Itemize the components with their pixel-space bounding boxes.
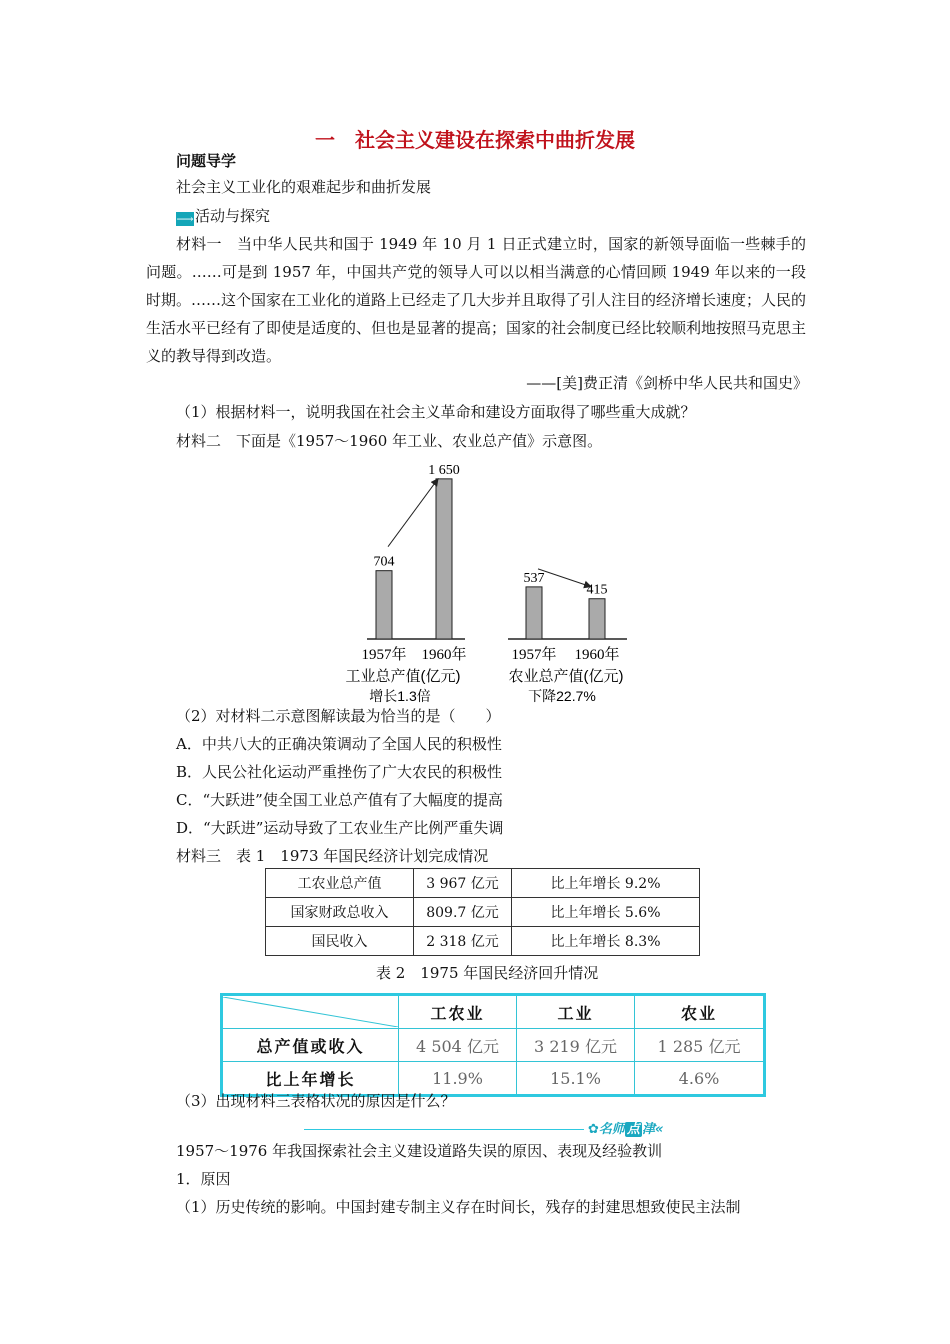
page-title: 一 社会主义建设在探索中曲折发展	[315, 128, 635, 152]
question-2: （2）对材料二示意图解读最为恰当的是（ ）	[176, 707, 501, 725]
material1-source: ——[美]费正清《剑桥中华人民共和国史》	[526, 374, 808, 392]
axis-label: 工业总产值(亿元)	[345, 668, 461, 685]
table-row	[222, 995, 765, 1029]
table-cell: 工农业总产值	[266, 869, 414, 898]
option-c: C．“大跃进”使全国工业总产值有了大幅度的提高	[176, 791, 503, 809]
table-cell: 4.6%	[635, 1062, 765, 1096]
table-row	[266, 898, 700, 927]
table-cell: 3 967 亿元	[414, 869, 512, 898]
table-1975	[220, 993, 766, 1097]
mingshi-hl: 点	[626, 1122, 640, 1137]
table-header: 工业	[517, 995, 635, 1029]
table-header: 工农业	[399, 995, 517, 1029]
table-header: 农业	[635, 995, 765, 1029]
chart-note: 下降22.7%	[528, 688, 596, 704]
bar	[436, 479, 452, 639]
data-label: 704	[373, 554, 395, 570]
arrow-icon: ⟶	[176, 212, 194, 226]
diagonal-line	[223, 997, 398, 1027]
option-a: A．中共八大的正确决策调动了全国人民的积极性	[176, 735, 502, 753]
table-row-header: 比上年增长	[222, 1062, 399, 1096]
table-row	[266, 927, 700, 956]
table-cell: 比上年增长 5.6%	[512, 898, 700, 927]
table-row	[266, 869, 700, 898]
section-heading: 问题导学	[176, 152, 237, 170]
table2-caption: 表 2 1975 年国民经济回升情况	[376, 964, 599, 982]
bar	[376, 571, 392, 639]
activity-label: 活动与探究	[195, 207, 271, 225]
material1-text: 材料一 当中华人民共和国于 1949 年 10 月 1 日正式建立时，国家的新领导面临一些棘手的问题。……可是到 1957 年，中国共产党的领导人可以以相当满意的心情回顾 1949 年以来的一段时期。……这个国家在工业化的道路上已经走了几大步并且取得了引人注目的经济增长速度；人民的生活水平已经有了即使是适度的、但也是显著的提高；国家的社会制度已经比较顺利地按照马克思主义的教导得到改造。	[146, 235, 807, 365]
table-row	[222, 1029, 765, 1062]
question-1: （1）根据材料一，说明我国在社会主义革命和建设方面取得了哪些重大成就？	[176, 403, 696, 421]
material3-caption: 材料三 表 1 1973 年国民经济计划完成情况	[176, 847, 489, 865]
tick-label: 1957年	[511, 647, 557, 663]
table-cell: 4 504 亿元	[399, 1029, 517, 1062]
bar	[526, 587, 542, 639]
table-cell: 国家财政总收入	[266, 898, 414, 927]
activity-heading	[176, 205, 270, 226]
table-cell: 比上年增长 8.3%	[512, 927, 700, 956]
data-label: 1 650	[428, 462, 460, 478]
table-row-header: 总产值或收入	[222, 1029, 399, 1062]
subtopic: 社会主义工业化的艰难起步和曲折发展	[176, 178, 432, 196]
tick-label: 1960年	[574, 647, 620, 663]
tick-label: 1957年	[361, 647, 407, 663]
tick-label: 1960年	[421, 647, 467, 663]
divider	[304, 1129, 584, 1130]
question-3: （3）出现材料三表格状况的原因是什么？	[176, 1092, 456, 1110]
option-b: B．人民公社化运动严重挫伤了广大农民的积极性	[176, 763, 503, 781]
table-cell: 1 285 亿元	[635, 1029, 765, 1062]
cause-heading: 1．原因	[176, 1170, 231, 1188]
data-label: 537	[523, 570, 545, 586]
table-cell: 3 219 亿元	[517, 1029, 635, 1062]
mingshi-pre: 名师	[598, 1122, 625, 1137]
bar	[589, 599, 605, 639]
trend-arrow	[388, 479, 438, 547]
axis-label: 农业总产值(亿元)	[508, 668, 624, 685]
cause-1: （1）历史传统的影响。中国封建专制主义存在时间长，残存的封建思想致使民主法制	[176, 1198, 741, 1216]
output-chart	[340, 452, 640, 707]
table-1973	[265, 868, 700, 956]
material2-intro: 材料二 下面是《1957～1960 年工业、农业总产值》示意图。	[176, 432, 603, 450]
data-label: 415	[586, 582, 608, 598]
table-cell: 11.9%	[399, 1062, 517, 1096]
summary-title: 1957～1976 年我国探索社会主义建设道路失误的原因、表现及经验教训	[176, 1142, 663, 1160]
table-cell: 2 318 亿元	[414, 927, 512, 956]
table-cell: 比上年增长 9.2%	[512, 869, 700, 898]
mingshi-post: 津	[641, 1122, 655, 1137]
table-cell: 15.1%	[517, 1062, 635, 1096]
table-cell: 809.7 亿元	[414, 898, 512, 927]
trend-arrow	[538, 569, 591, 587]
table-corner-cell	[222, 995, 399, 1029]
table-cell: 国民收入	[266, 927, 414, 956]
option-d: D．“大跃进”运动导致了工农业生产比例严重失调	[176, 819, 504, 837]
mingshi-banner: ✿名师 点 津«	[588, 1122, 664, 1137]
chart-note: 增长1.3倍	[369, 688, 431, 704]
